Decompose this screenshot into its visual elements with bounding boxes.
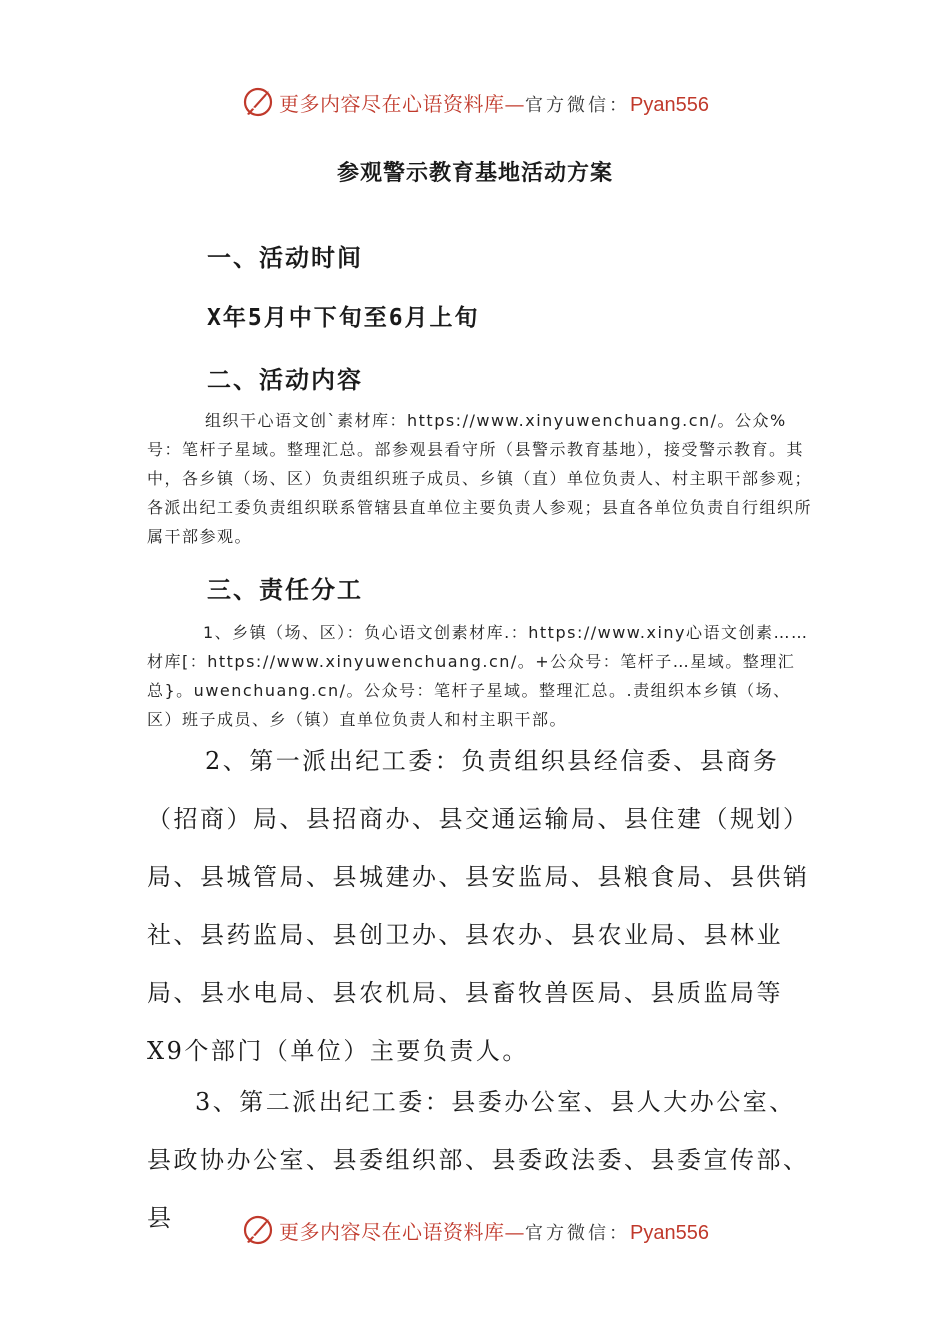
watermark-dash: — [504, 1219, 526, 1244]
watermark-brand: 更多内容尽在心语资料库 [279, 91, 505, 116]
watermark-wechat-label: 官方微信： [525, 1222, 631, 1244]
quill-pen-logo-icon [241, 1213, 275, 1247]
watermark-banner-top [0, 82, 950, 122]
watermark-text [279, 88, 709, 117]
document-title: 参观警示教育基地活动方案 [336, 161, 613, 186]
section-heading-content: 二、活动内容 [207, 366, 363, 394]
duty-item-1: 1、乡镇（场、区）：负心语文创素材库.：https://www.xiny心语文创素……材库[：https://www.xinyuwenchuang.cn/。+公众号：笔杆子…星域。整理汇总}。uwenchuang.cn/。公众号：笔杆子星域。整理汇总。.责组织本乡镇（场、区）班子成员、乡（镇）直单位负责人和村主职干部。 [147, 623, 809, 729]
activity-time-text: X年5月中下旬至6月上旬 [207, 305, 480, 331]
watermark-text [279, 1216, 709, 1245]
duty-item-2: 2、第一派出纪工委：负责组织县经信委、县商务（招商）局、县招商办、县交通运输局、县住建（规划）局、县城管局、县城建办、县安监局、县粮食局、县供销社、县药监局、县创卫办、县农办、县农业局、县林业局、县水电局、县农机局、县畜牧兽医局、县质监局等X9个部门（单位）主要负责人。 [147, 747, 810, 1065]
section-heading-time: 一、活动时间 [207, 244, 363, 272]
duty-item-3: 3、第二派出纪工委：县委办公室、县人大办公室、县政协办公室、县委组织部、县委政法委、县委宣传部、县 [147, 1088, 810, 1232]
watermark-wechat-label: 官方微信： [525, 94, 631, 116]
watermark-banner-bottom [0, 1210, 950, 1250]
watermark-wechat-id: Pyan556 [630, 93, 709, 116]
watermark-wechat [525, 95, 709, 116]
watermark-dash: — [504, 91, 526, 116]
watermark-wechat [525, 1223, 709, 1244]
activity-content-paragraph: 组织干心语文创`素材库：https://www.xinyuwenchuang.cn/。公众%号：笔杆子星域。整理汇总。部参观县看守所（县警示教育基地），接受警示教育。其中，各乡镇（场、区）负责组织班子成员、乡镇（直）单位负责人、村主职干部参观；各派出纪工委负责组织联系管辖县直单位主要负责人参观；县直各单位负责自行组织所属干部参观。 [147, 411, 813, 546]
watermark-brand: 更多内容尽在心语资料库 [279, 1219, 505, 1244]
watermark-wechat-id: Pyan556 [630, 1221, 709, 1244]
quill-pen-logo-icon [241, 85, 275, 119]
section-heading-duties: 三、责任分工 [207, 576, 363, 604]
